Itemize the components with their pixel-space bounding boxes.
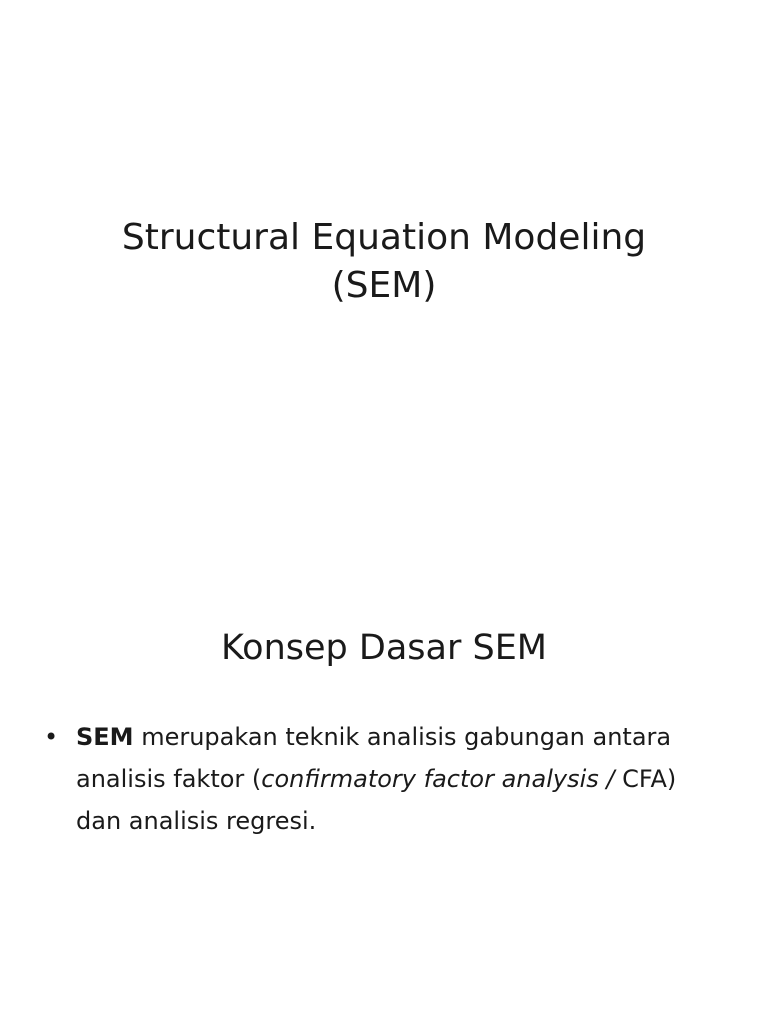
bullet-list xyxy=(44,716,684,842)
title-line-1: Structural Equation Modeling xyxy=(121,217,647,259)
bullet-italic: confirmatory factor analysis / xyxy=(261,765,623,793)
slide-title-heading xyxy=(40,214,728,310)
slide-konsep-dasar xyxy=(0,512,768,1024)
bullet-item xyxy=(44,716,684,842)
bullet-text-2: CFA) dan analisis regresi. xyxy=(76,765,677,835)
bullet-text-1: merupakan teknik analisis gabungan antara analisis faktor ( xyxy=(76,723,672,793)
title-line-2: (SEM) xyxy=(331,265,437,307)
bullet-marker: • xyxy=(44,723,59,751)
slide-heading: Konsep Dasar SEM xyxy=(220,628,548,668)
bullet-term: SEM xyxy=(76,723,134,751)
